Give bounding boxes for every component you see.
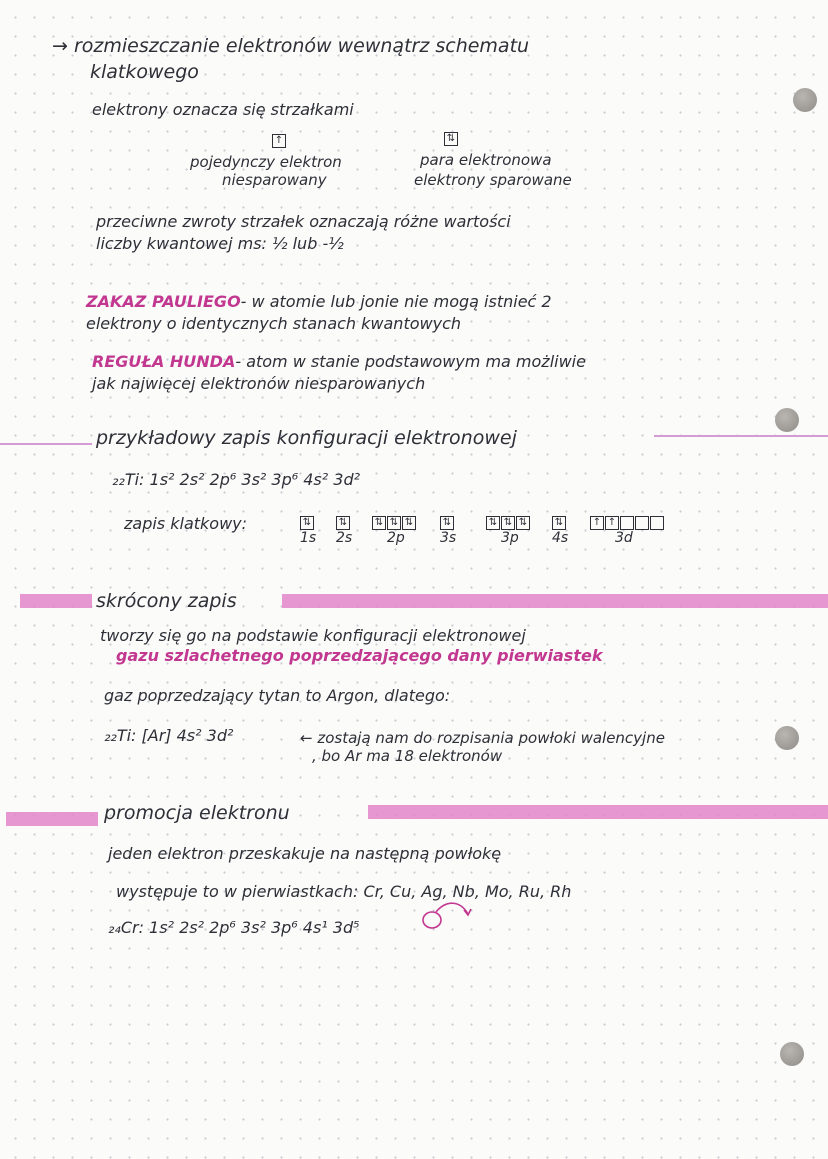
example-title: przykładowy zapis konfiguracji elektronowej: [96, 427, 517, 449]
short-notation-text-3: gaz poprzedzający tytan to Argon, dlatego:: [104, 686, 451, 705]
orbital-group-2s: [336, 512, 351, 531]
orbital-box: ⇅: [402, 516, 416, 530]
single-electron-box: ↑: [272, 134, 286, 148]
orbital-group-3p: [486, 512, 531, 531]
orbital-label-2s: 2s: [336, 530, 353, 546]
orbital-group-3s: [440, 512, 455, 531]
short-notation-text: tworzy się go na podstawie konfiguracji elektronowej: [100, 626, 526, 645]
orbital-label-2p: 2p: [387, 530, 405, 546]
orbital-box: ↑: [605, 516, 619, 530]
arrows-note: elektrony oznacza się strzałkami: [92, 100, 354, 119]
pauli-title: ZAKAZ PAULIEGO: [86, 292, 241, 311]
electron-pair-box: ⇅: [444, 132, 458, 146]
hund-text-2: jak najwięcej elektronów niesparowanych: [92, 374, 426, 393]
punch-hole-middle: [775, 408, 799, 432]
promotion-text: jeden elektron przeskakuje na następną powłokę: [108, 844, 502, 863]
cr-configuration: ₂₄Cr: 1s² 2s² 2p⁶ 3s² 3p⁶ 4s¹ 3d⁵: [108, 918, 360, 937]
short-configuration: ₂₂Ti: [Ar] 4s² 3d²: [104, 726, 234, 745]
highlight-promo-right: [368, 805, 828, 819]
punch-hole-lower: [775, 726, 799, 750]
orbital-label-3s: 3s: [440, 530, 457, 546]
orbital-box: [620, 516, 634, 530]
short-notation-title: skrócony zapis: [96, 590, 237, 612]
orbital-label-1s: 1s: [300, 530, 317, 546]
hund-title: REGUŁA HUNDA: [92, 352, 236, 371]
orbital-box: ⇅: [440, 516, 454, 530]
ti-configuration: ₂₂Ti: 1s² 2s² 2p⁶ 3s² 3p⁶ 4s² 3d²: [112, 470, 361, 489]
promotion-title: promocja elektronu: [104, 802, 290, 824]
promotion-arrow-icon: [420, 900, 480, 930]
orbital-box: ⇅: [501, 516, 515, 530]
section-heading: → rozmieszczanie elektronów wewnątrz schematu: [52, 35, 530, 57]
single-electron-label-2: niesparowany: [222, 171, 327, 189]
punch-hole-top: [793, 88, 817, 112]
single-electron-label: pojedynczy elektron: [190, 153, 342, 171]
box-notation-label: zapis klatkowy:: [124, 514, 248, 533]
orbital-box: ⇅: [372, 516, 386, 530]
short-notation-text-2: gazu szlachetnego poprzedzającego dany pierwiastek: [116, 646, 603, 665]
orbital-group-2p: [372, 512, 417, 531]
pauli-text: - w atomie lub jonie nie mogą istnieć 2: [240, 292, 552, 311]
orbital-label-3p: 3p: [501, 530, 519, 546]
spin-note: przeciwne zwroty strzałek oznaczają różne wartości: [96, 212, 511, 231]
punch-hole-bottom: [780, 1042, 804, 1066]
orbital-group-4s: [552, 512, 567, 531]
orbital-label-3d: 3d: [615, 530, 633, 546]
pauli-rule: [86, 292, 552, 312]
orbital-box: ↑: [590, 516, 604, 530]
orbital-box: ⇅: [300, 516, 314, 530]
orbital-box: ⇅: [486, 516, 500, 530]
pauli-text-2: elektrony o identycznych stanach kwantowych: [86, 314, 461, 333]
orbital-box: ⇅: [552, 516, 566, 530]
orbital-box: [650, 516, 664, 530]
orbital-group-1s: [300, 512, 315, 531]
divider-right: [654, 435, 828, 437]
orbital-box: ⇅: [516, 516, 530, 530]
electron-pair-label: para elektronowa: [420, 151, 552, 169]
orbital-box: ⇅: [336, 516, 350, 530]
highlight-promo-left: [6, 812, 98, 826]
orbital-box: [635, 516, 649, 530]
argon-note: , bo Ar ma 18 elektronów: [312, 747, 503, 765]
highlight-right: [282, 594, 828, 608]
promotion-elements: występuje to w pierwiastkach: Cr, Cu, Ag, Nb, Mo, Ru, Rh: [116, 882, 572, 901]
valence-note: ← zostają nam do rozpisania powłoki walencyjne: [300, 729, 665, 747]
orbital-label-4s: 4s: [552, 530, 569, 546]
highlight-left: [20, 594, 92, 608]
hund-rule: [92, 352, 586, 372]
section-heading-continued: klatkowego: [90, 61, 199, 83]
spin-note-2: liczby kwantowej ms: ½ lub -½: [96, 234, 344, 253]
orbital-box: ⇅: [387, 516, 401, 530]
hund-text: - atom w stanie podstawowym ma możliwie: [235, 352, 586, 371]
orbital-group-3d: [590, 512, 665, 531]
electron-pair-label-2: elektrony sparowane: [414, 171, 572, 189]
divider-left: [0, 443, 92, 445]
